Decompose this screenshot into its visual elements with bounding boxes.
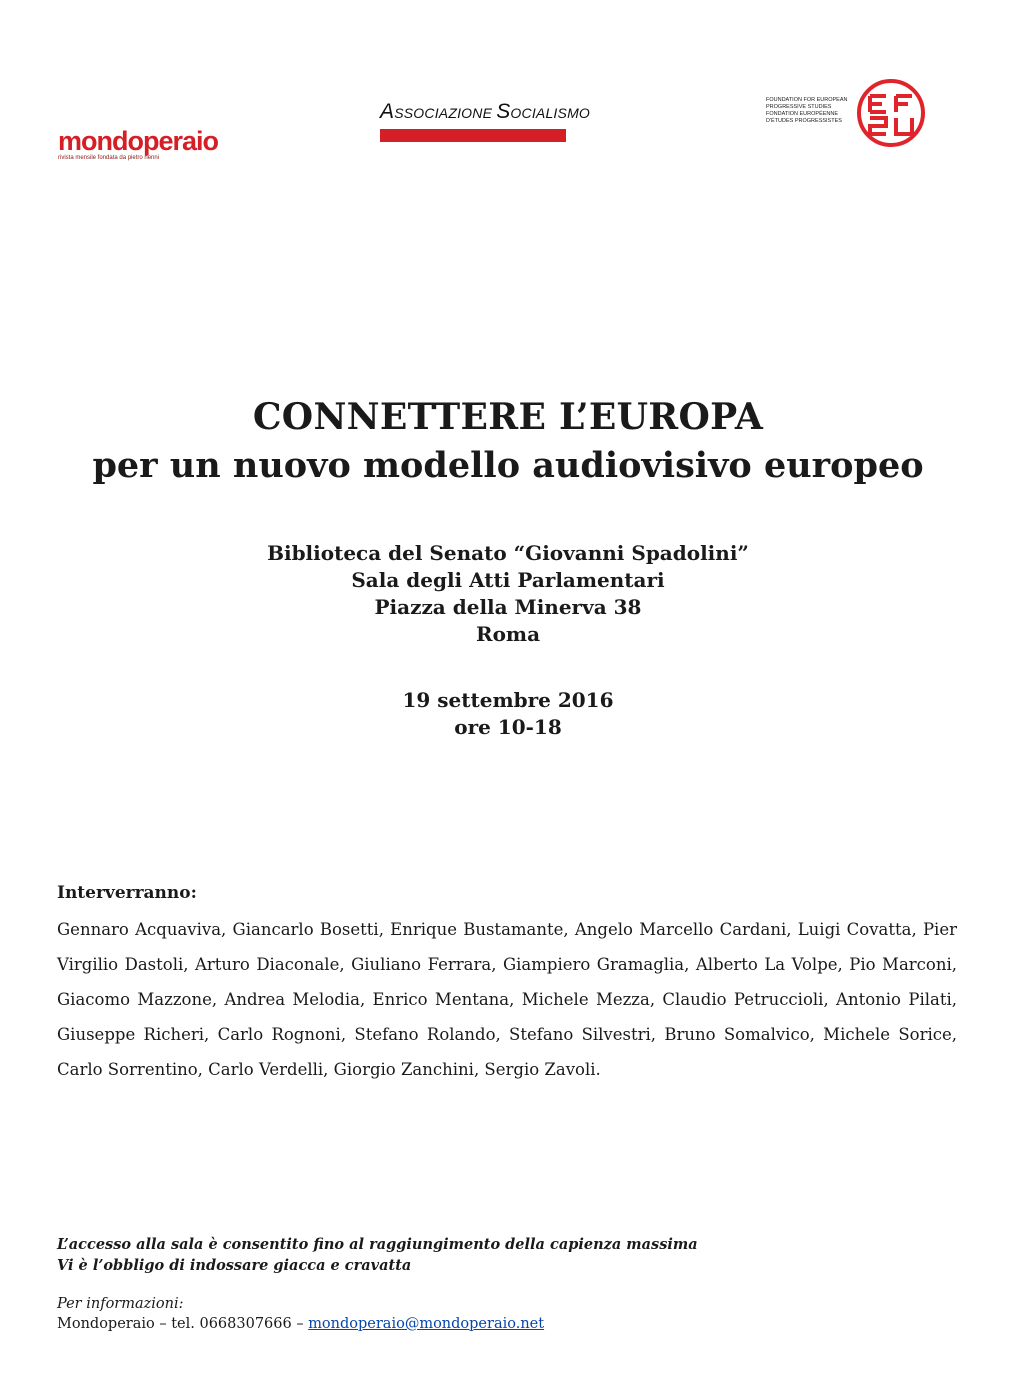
email-link[interactable]: mondoperaio@mondoperaio.net (308, 1316, 545, 1332)
event-title: CONNETTERE L’EUROPA (252, 396, 764, 438)
dress-code-note: Vi è l’obbligo di indossare giacca e cravatta (57, 1257, 412, 1274)
logo-red-bar (380, 129, 566, 142)
venue-line: Biblioteca del Senato “Giovanni Spadolini” (267, 541, 749, 565)
venue-city: Roma (475, 622, 541, 646)
speakers-list: Gennaro Acquaviva, Giancarlo Bosetti, Enrique Bustamante, Angelo Marcello Cardani, Luigi Covatta, Pier Virgilio Dastoli, Arturo Diaconale, Giuliano Ferrara, Giampiero Gramaglia, Alberto La Volpe, Pio Marconi, Giacomo Mazzone, Andrea Melodia, Enrico Mentana, Michele Mezza, Claudio Petruccioli, Antonio Pilati, Giuseppe Richeri, Carlo Rognoni, Stefano Rolando, Stefano Silvestri, Bruno Somalvico, Michele Sorice, Carlo Sorrentino, Carlo Verdelli, Giorgio Zanchini, Sergio Zavoli. (57, 920, 957, 1079)
access-note: L’accesso alla sala è consentito fino al raggiungimento della capienza massima (57, 1236, 698, 1253)
event-venue (0, 540, 1016, 648)
info-label: Per informazioni: (57, 1296, 184, 1312)
contact-text: Mondoperaio – tel. 0668307666 – (57, 1316, 309, 1332)
event-subtitle: per un nuovo modello audiovisivo europeo (92, 445, 924, 486)
feps-logo-icon (856, 78, 926, 148)
associazione-socialismo-logo (380, 100, 591, 145)
mondoperaio-logo-name: mondoperaio (58, 126, 219, 156)
event-date: 19 settembre 2016 (402, 688, 614, 712)
event-datetime (0, 687, 1016, 741)
mondoperaio-logo-tagline: rivista mensile fondata da pietro nenni (58, 155, 160, 161)
speakers-heading: Interverranno: (57, 883, 197, 903)
contact-line (57, 1314, 544, 1335)
event-time: ore 10-18 (454, 715, 562, 739)
feps-logo (766, 78, 928, 148)
access-notes (57, 1234, 698, 1276)
logo-circle-icon (476, 121, 489, 134)
venue-line: Piazza della Minerva 38 (374, 595, 642, 619)
venue-line: Sala degli Atti Parlamentari (351, 568, 665, 592)
associazione-socialismo-logo-name: ASSOCIAZIONE SOCIALISMO (380, 100, 591, 123)
feps-logo-text: FOUNDATION FOR EUROPEAN PROGRESSIVE STUDIES FONDATION EUROPÉENNE D'ÉTUDES PROGRESSISTES (766, 97, 848, 124)
mondoperaio-logo (58, 128, 248, 162)
